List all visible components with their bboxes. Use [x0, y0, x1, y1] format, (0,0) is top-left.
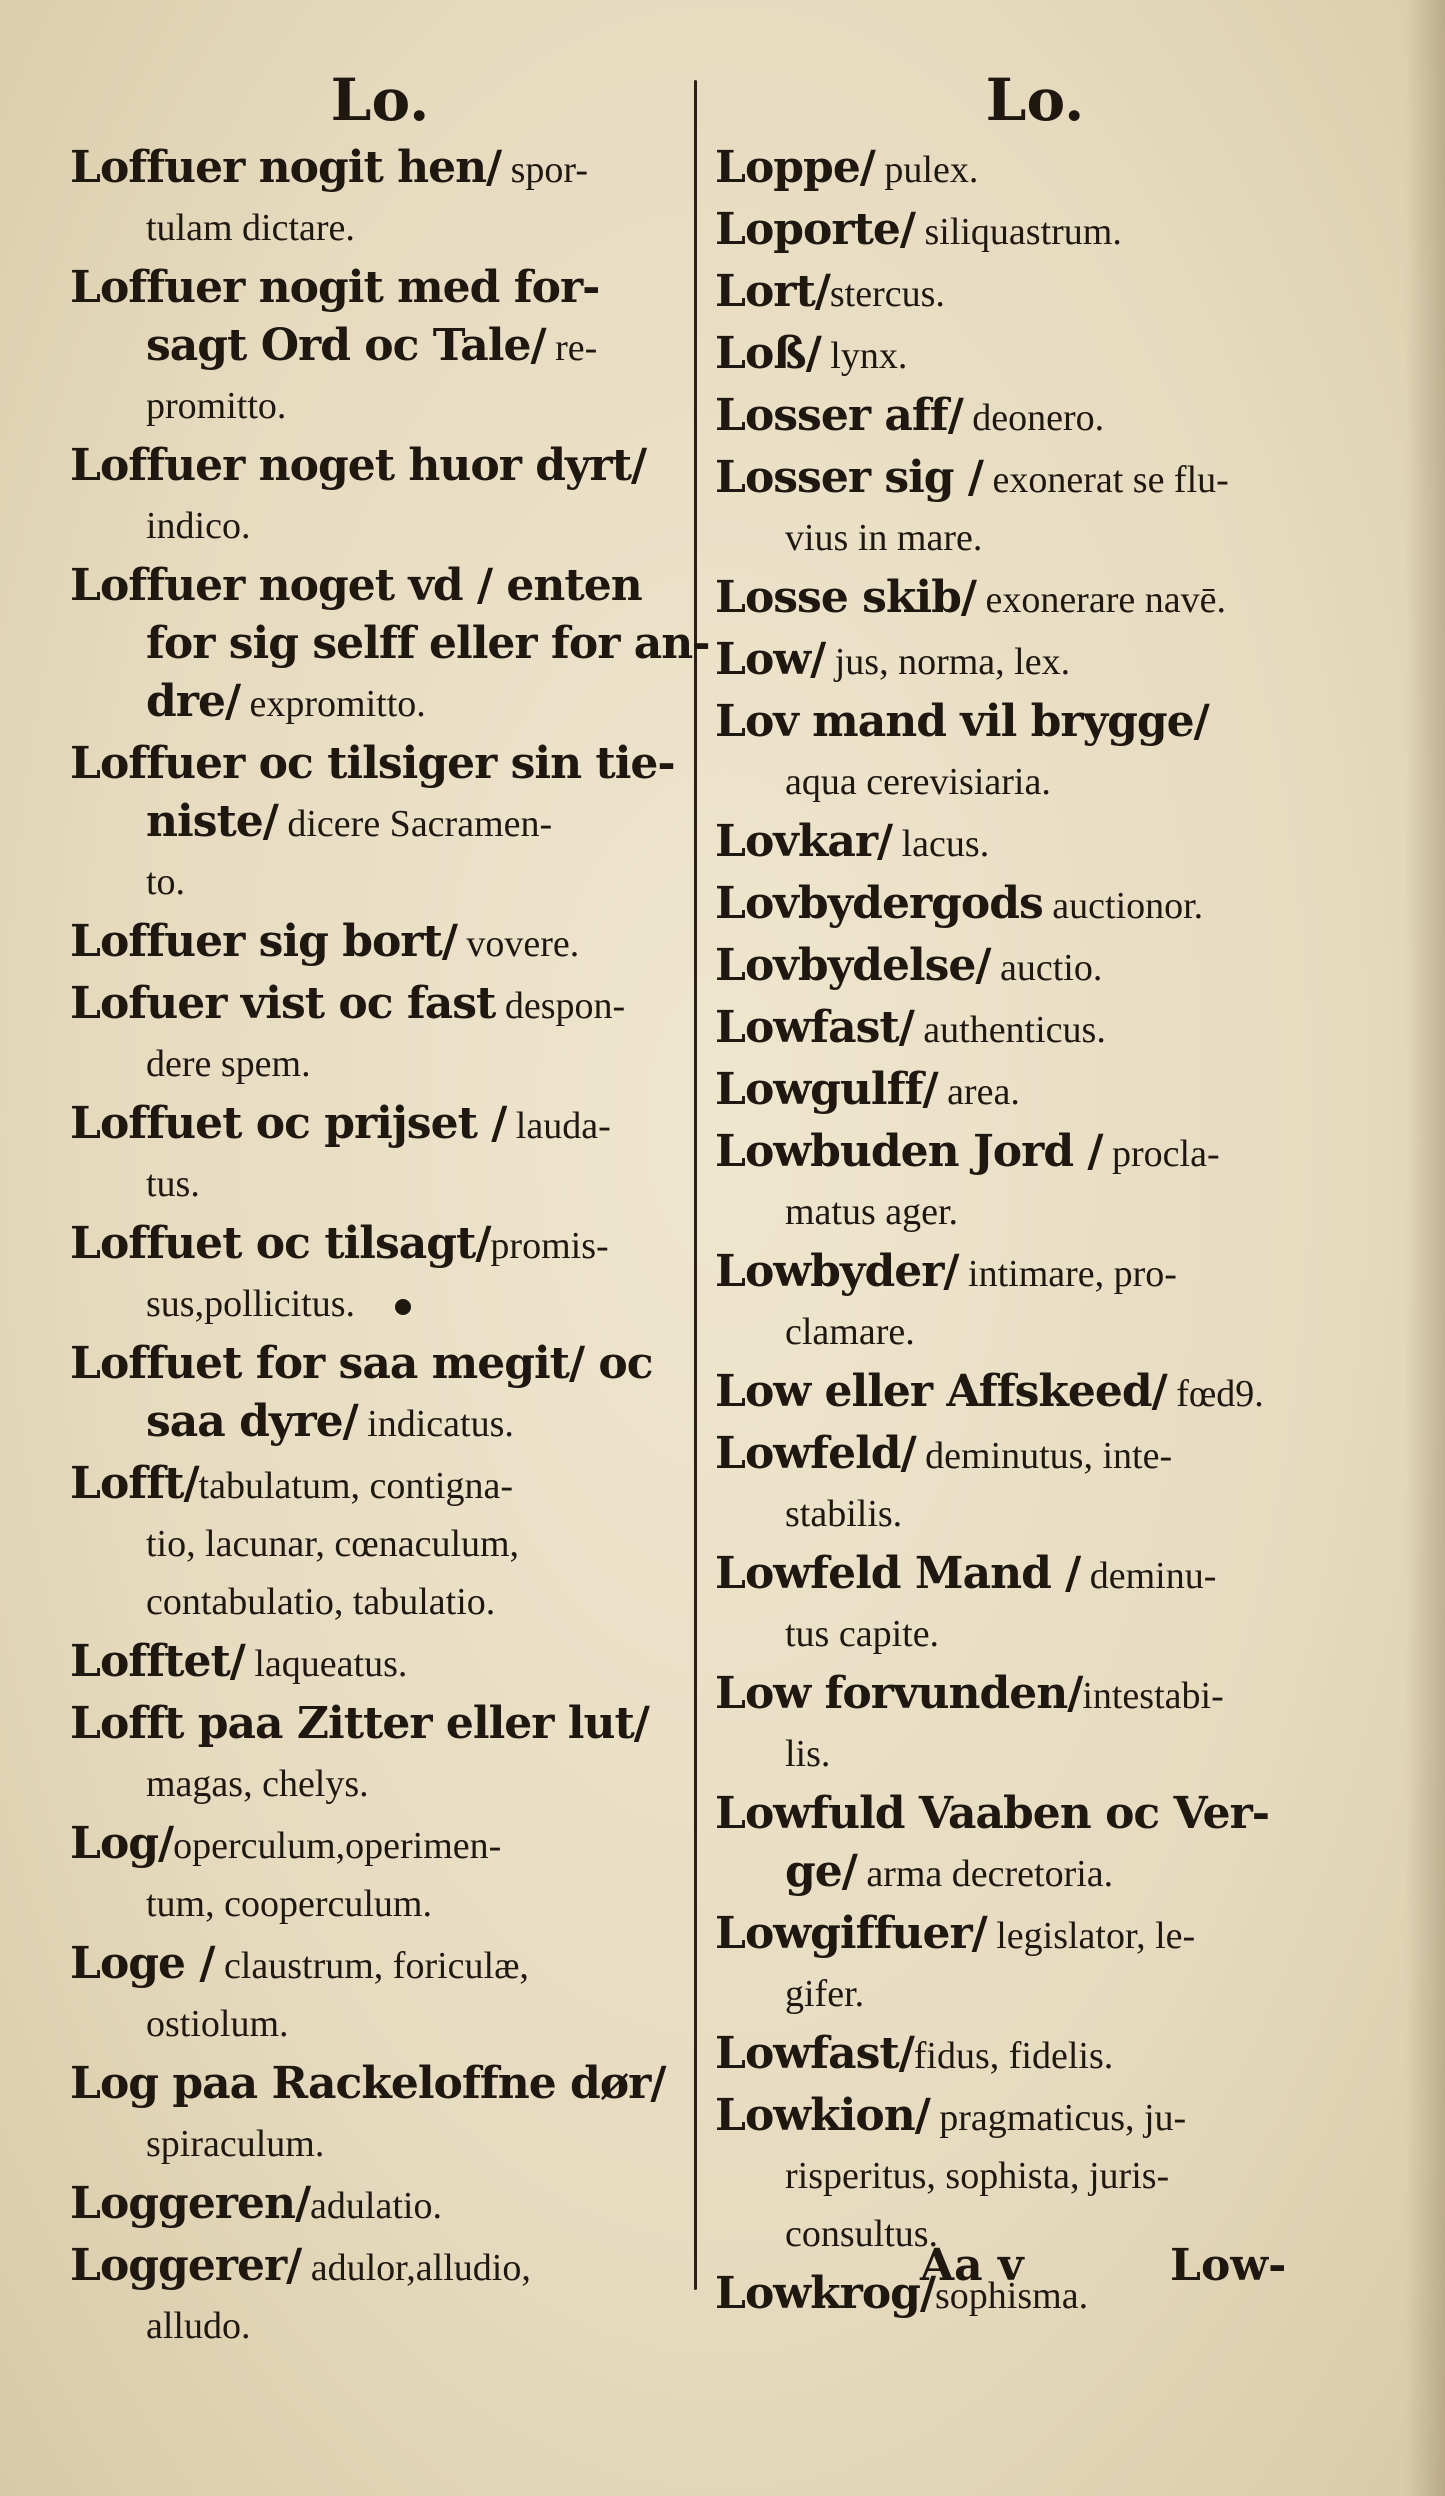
latin-gloss: promis-: [490, 1225, 609, 1267]
headword: Loffuet for saa megit/ oc: [70, 1338, 653, 1389]
dictionary-entry: [70, 1456, 690, 1630]
latin-gloss: vius in mare.: [785, 517, 983, 559]
dictionary-entry: [70, 1816, 690, 1932]
latin-gloss: intestabi-: [1082, 1675, 1224, 1717]
latin-gloss: operculum,operimen-: [173, 1825, 502, 1867]
entry-line: [70, 1816, 690, 1874]
latin-gloss: sophisma.: [935, 2275, 1089, 2317]
headword: Loffuer sig bort/: [70, 916, 457, 967]
entry-line: [70, 496, 690, 554]
headword: Low forvunden/: [715, 1668, 1083, 1719]
headword: Lofft paa Zitter eller lut/: [70, 1698, 649, 1749]
entry-line: [715, 2088, 1355, 2146]
entry-line: [70, 1154, 690, 1212]
headword: Loffuet oc prijset /: [70, 1098, 507, 1149]
entry-line: [70, 2238, 690, 2296]
headword: saa dyre/: [146, 1396, 358, 1447]
entry-line: [715, 1546, 1355, 1604]
latin-gloss: aqua cerevisiaria.: [785, 761, 1051, 803]
entry-line: [70, 438, 690, 496]
dictionary-entry: [715, 1666, 1355, 1782]
entry-line: [70, 1336, 690, 1394]
entry-line: [70, 2296, 690, 2354]
latin-gloss: indico.: [146, 505, 251, 547]
headword: Lofuer vist oc fast: [70, 978, 496, 1029]
headword: Lowfeld Mand /: [715, 1548, 1081, 1599]
dictionary-entry: [70, 1096, 690, 1212]
dictionary-entry: [715, 1244, 1355, 1360]
latin-gloss: spor-: [501, 149, 588, 191]
entry-line: [70, 2114, 690, 2172]
headword: Loggerer/: [70, 2240, 302, 2291]
page-footer: [900, 2240, 1360, 2310]
latin-gloss: laqueatus.: [244, 1643, 408, 1685]
latin-gloss: tabulatum, contigna-: [198, 1465, 514, 1507]
entry-line: [715, 508, 1355, 566]
entry-line: [70, 140, 690, 198]
page-edge-shadow: [1405, 0, 1445, 2496]
latin-gloss: claustrum, foriculæ,: [214, 1945, 529, 1987]
dictionary-entry: [715, 388, 1355, 446]
entry-line: [715, 326, 1355, 384]
dictionary-entry: [715, 814, 1355, 872]
headword: Lowfast/: [715, 2028, 914, 2079]
entry-line: [715, 876, 1355, 934]
latin-gloss: gifer.: [785, 1973, 865, 2015]
dictionary-entry: [715, 2026, 1355, 2084]
latin-gloss: deminu-: [1080, 1555, 1217, 1597]
latin-gloss: lauda-: [506, 1105, 611, 1147]
headword: for sig selff eller for an-: [146, 618, 710, 669]
dictionary-entry: [70, 558, 710, 732]
dictionary-entry: [70, 736, 690, 910]
entry-line: [715, 1844, 1355, 1902]
entry-line: [715, 1000, 1355, 1058]
latin-gloss: magas, chelys.: [146, 1763, 369, 1805]
latin-gloss: indicatus.: [357, 1403, 514, 1445]
entry-line: [715, 1062, 1355, 1120]
entry-line: [70, 976, 690, 1034]
latin-gloss: stercus.: [829, 273, 945, 315]
entry-line: [715, 264, 1355, 322]
entry-line: [70, 260, 690, 318]
headword: Loffuet oc tilsagt/: [70, 1218, 491, 1269]
entry-line: [70, 794, 690, 852]
dictionary-entry: [715, 570, 1355, 628]
latin-gloss: exonerat se flu-: [982, 459, 1229, 501]
entry-line: [70, 1994, 690, 2052]
headword: niste/: [146, 796, 278, 847]
dictionary-entry: [70, 2056, 690, 2172]
latin-gloss: intimare, pro-: [958, 1253, 1177, 1295]
latin-gloss: re-: [545, 327, 598, 369]
signature-mark: Aa v: [920, 2240, 1024, 2291]
dictionary-entry: [70, 1216, 690, 1332]
latin-gloss: lacus.: [892, 823, 990, 865]
entry-line: [70, 852, 690, 910]
headword: Lowgiffuer/: [715, 1908, 987, 1959]
latin-gloss: procla-: [1102, 1133, 1220, 1175]
latin-gloss: lis.: [785, 1733, 831, 1775]
latin-gloss: to.: [146, 861, 186, 903]
headword: Loporte/: [715, 204, 915, 255]
latin-gloss: tio, lacunar, cœnaculum,: [146, 1523, 520, 1565]
entry-line: [70, 914, 690, 972]
dictionary-entry: [70, 976, 690, 1092]
entry-line: [70, 736, 690, 794]
entry-line: [715, 450, 1355, 508]
latin-gloss: clamare.: [785, 1311, 915, 1353]
headword: ge/: [785, 1846, 857, 1897]
entry-line: [715, 938, 1355, 996]
entry-line: [715, 694, 1355, 752]
dictionary-entry: [715, 1786, 1355, 1902]
headword: Lort/: [715, 266, 830, 317]
entry-line: [715, 1302, 1355, 1360]
headword: Losser aff/: [715, 390, 963, 441]
entry-line: [70, 1634, 690, 1692]
latin-gloss: promitto.: [146, 385, 287, 427]
latin-gloss: dicere Sacramen-: [277, 803, 553, 845]
entry-line: [715, 1964, 1355, 2022]
entry-line: [70, 376, 690, 434]
latin-gloss: vovere.: [456, 923, 580, 965]
headword: Loffuer oc tilsiger sin tie-: [70, 738, 675, 789]
latin-gloss: consultus.: [785, 2213, 939, 2255]
entry-line: [70, 1514, 690, 1572]
dictionary-entry: [715, 1546, 1355, 1662]
latin-gloss: auctio.: [990, 947, 1103, 989]
latin-gloss: deminutus, inte-: [915, 1435, 1173, 1477]
catchword: Low-: [1170, 2240, 1287, 2291]
latin-gloss: pragmaticus, ju-: [929, 2097, 1187, 2139]
latin-gloss: despon-: [495, 985, 626, 1027]
entry-line: [70, 1394, 690, 1452]
dictionary-entry: [715, 938, 1355, 996]
headword: Loppe/: [715, 142, 875, 193]
entry-line: [715, 2026, 1355, 2084]
dictionary-entry: [715, 1364, 1355, 1422]
headword: Loffuer nogit hen/: [70, 142, 502, 193]
headword: Loge /: [70, 1938, 215, 1989]
headword: Lowkrog/: [715, 2268, 936, 2319]
entry-line: [70, 2176, 690, 2234]
entry-line: [715, 202, 1355, 260]
latin-gloss: fidus, fidelis.: [913, 2035, 1114, 2077]
headword: Lowbyder/: [715, 1246, 959, 1297]
dictionary-entry: [715, 264, 1355, 322]
entry-line: [715, 1124, 1355, 1182]
entry-line: [715, 1244, 1355, 1302]
headword: Lov mand vil brygge/: [715, 696, 1209, 747]
dictionary-entry: [715, 140, 1355, 198]
dictionary-entry: [715, 450, 1355, 566]
entry-line: [715, 814, 1355, 872]
headword: Loffuer noget huor dyrt/: [70, 440, 647, 491]
latin-gloss: arma decretoria.: [856, 1853, 1114, 1895]
latin-gloss: tulam dictare.: [146, 207, 355, 249]
headword: Lowbuden Jord /: [715, 1126, 1103, 1177]
entry-line: [715, 140, 1355, 198]
entry-line: [715, 1364, 1355, 1422]
latin-gloss: ostiolum.: [146, 2003, 289, 2045]
dictionary-entry: [715, 1000, 1355, 1058]
dictionary-entry: [715, 1426, 1355, 1542]
headword: Log/: [70, 1818, 174, 1869]
dictionary-entry: [715, 1906, 1355, 2022]
latin-gloss: exonerare navē.: [975, 579, 1226, 621]
dictionary-entry: [715, 2088, 1355, 2262]
entry-line: [70, 198, 690, 256]
entry-line: [70, 318, 690, 376]
latin-gloss: spiraculum.: [146, 2123, 325, 2165]
headword: Losse skib/: [715, 572, 976, 623]
left-running-head: Lo.: [330, 66, 430, 134]
entry-line: [70, 1034, 690, 1092]
latin-gloss: auctionor.: [1042, 885, 1204, 927]
entry-line: [70, 1754, 690, 1812]
headword: dre/: [146, 676, 241, 727]
entry-line: [715, 632, 1355, 690]
latin-gloss: jus, norma, lex.: [825, 641, 1071, 683]
headword: Loffuer noget vd / enten: [70, 560, 642, 611]
dictionary-entry: [70, 1634, 690, 1692]
headword: sagt Ord oc Tale/: [146, 320, 546, 371]
latin-gloss: sus,pollicitus.: [146, 1283, 356, 1325]
entry-line: [715, 1906, 1355, 1964]
dictionary-entry: [715, 1062, 1355, 1120]
headword: Lofft/: [70, 1458, 199, 1509]
ink-dot: [395, 1299, 411, 1315]
latin-gloss: tus.: [146, 1163, 200, 1205]
dictionary-entry: [70, 1936, 690, 2052]
latin-gloss: alludo.: [146, 2305, 251, 2347]
entry-line: [715, 1426, 1355, 1484]
headword: Lovkar/: [715, 816, 893, 867]
headword: Loffuer nogit med for-: [70, 262, 600, 313]
entry-line: [70, 558, 690, 616]
latin-gloss: matus ager.: [785, 1191, 959, 1233]
headword: Lofftet/: [70, 1636, 245, 1687]
dictionary-entry: [70, 438, 690, 554]
entry-line: [715, 570, 1355, 628]
entry-line: [715, 1666, 1355, 1724]
latin-gloss: contabulatio, tabulatio.: [146, 1581, 496, 1623]
entry-line: [70, 1216, 690, 1274]
headword: Lovbydergods: [715, 878, 1043, 929]
entry-line: [70, 1696, 690, 1754]
latin-gloss: adulor,alludio,: [301, 2247, 531, 2289]
headword: Lowkion/: [715, 2090, 930, 2141]
headword: Log paa Rackeloffne dør/: [70, 2058, 666, 2109]
latin-gloss: stabilis.: [785, 1493, 903, 1535]
dictionary-entry: [715, 202, 1355, 260]
right-running-head: Lo.: [985, 66, 1085, 134]
headword: Lowfeld/: [715, 1428, 916, 1479]
latin-gloss: adulatio.: [310, 2185, 442, 2227]
latin-gloss: lynx.: [820, 335, 908, 377]
entry-line: [70, 616, 710, 674]
latin-gloss: tus capite.: [785, 1613, 940, 1655]
latin-gloss: risperitus, sophista, juris-: [785, 2155, 1170, 2197]
dictionary-entry: [70, 2238, 690, 2354]
latin-gloss: pulex.: [874, 149, 979, 191]
entry-line: [715, 1604, 1355, 1662]
headword: Lovbydelse/: [715, 940, 991, 991]
entry-line: [715, 388, 1355, 446]
latin-gloss: authenticus.: [913, 1009, 1106, 1051]
headword: Lowfast/: [715, 1002, 914, 1053]
headword: Lowgulff/: [715, 1064, 938, 1115]
entry-line: [715, 1484, 1355, 1542]
entry-line: [70, 1572, 690, 1630]
entry-line: [70, 1936, 690, 1994]
headword: Low/: [715, 634, 826, 685]
headword: Loggeren/: [70, 2178, 311, 2229]
entry-line: [70, 1274, 690, 1332]
entry-line: [70, 1456, 690, 1514]
entry-line: [715, 1182, 1355, 1240]
entry-line: [70, 1096, 690, 1154]
entry-line: [70, 1874, 690, 1932]
right-entry-list: [715, 140, 1355, 2324]
dictionary-entry: [715, 694, 1355, 810]
dictionary-entry: [70, 1696, 690, 1812]
latin-gloss: dere spem.: [146, 1043, 311, 1085]
left-entry-list: [70, 140, 710, 2354]
latin-gloss: expromitto.: [240, 683, 426, 725]
column-divider: [694, 80, 697, 2290]
headword: Low eller Affskeed/: [715, 1366, 1167, 1417]
entry-line: [715, 2146, 1355, 2204]
dictionary-entry: [715, 326, 1355, 384]
dictionary-entry: [715, 632, 1355, 690]
latin-gloss: legislator, le-: [986, 1915, 1196, 1957]
dictionary-entry: [715, 876, 1355, 934]
latin-gloss: siliquastrum.: [914, 211, 1122, 253]
headword: Loß/: [715, 328, 821, 379]
latin-gloss: area.: [937, 1071, 1020, 1113]
entry-line: [70, 2056, 690, 2114]
entry-line: [715, 1724, 1355, 1782]
entry-line: [715, 1786, 1355, 1844]
headword: Losser sig /: [715, 452, 983, 503]
headword: Lowfuld Vaaben oc Ver-: [715, 1788, 1270, 1839]
left-column: [70, 60, 710, 2358]
latin-gloss: tum, cooperculum.: [146, 1883, 432, 1925]
dictionary-entry: [70, 140, 690, 256]
dictionary-entry: [70, 1336, 690, 1452]
dictionary-entry: [70, 2176, 690, 2234]
entry-line: [70, 674, 690, 732]
right-column: [715, 60, 1355, 2328]
latin-gloss: fœd9.: [1166, 1373, 1264, 1415]
latin-gloss: deonero.: [962, 397, 1105, 439]
dictionary-entry: [70, 260, 690, 434]
entry-line: [715, 752, 1355, 810]
dictionary-entry: [70, 914, 690, 972]
dictionary-entry: [715, 1124, 1355, 1240]
